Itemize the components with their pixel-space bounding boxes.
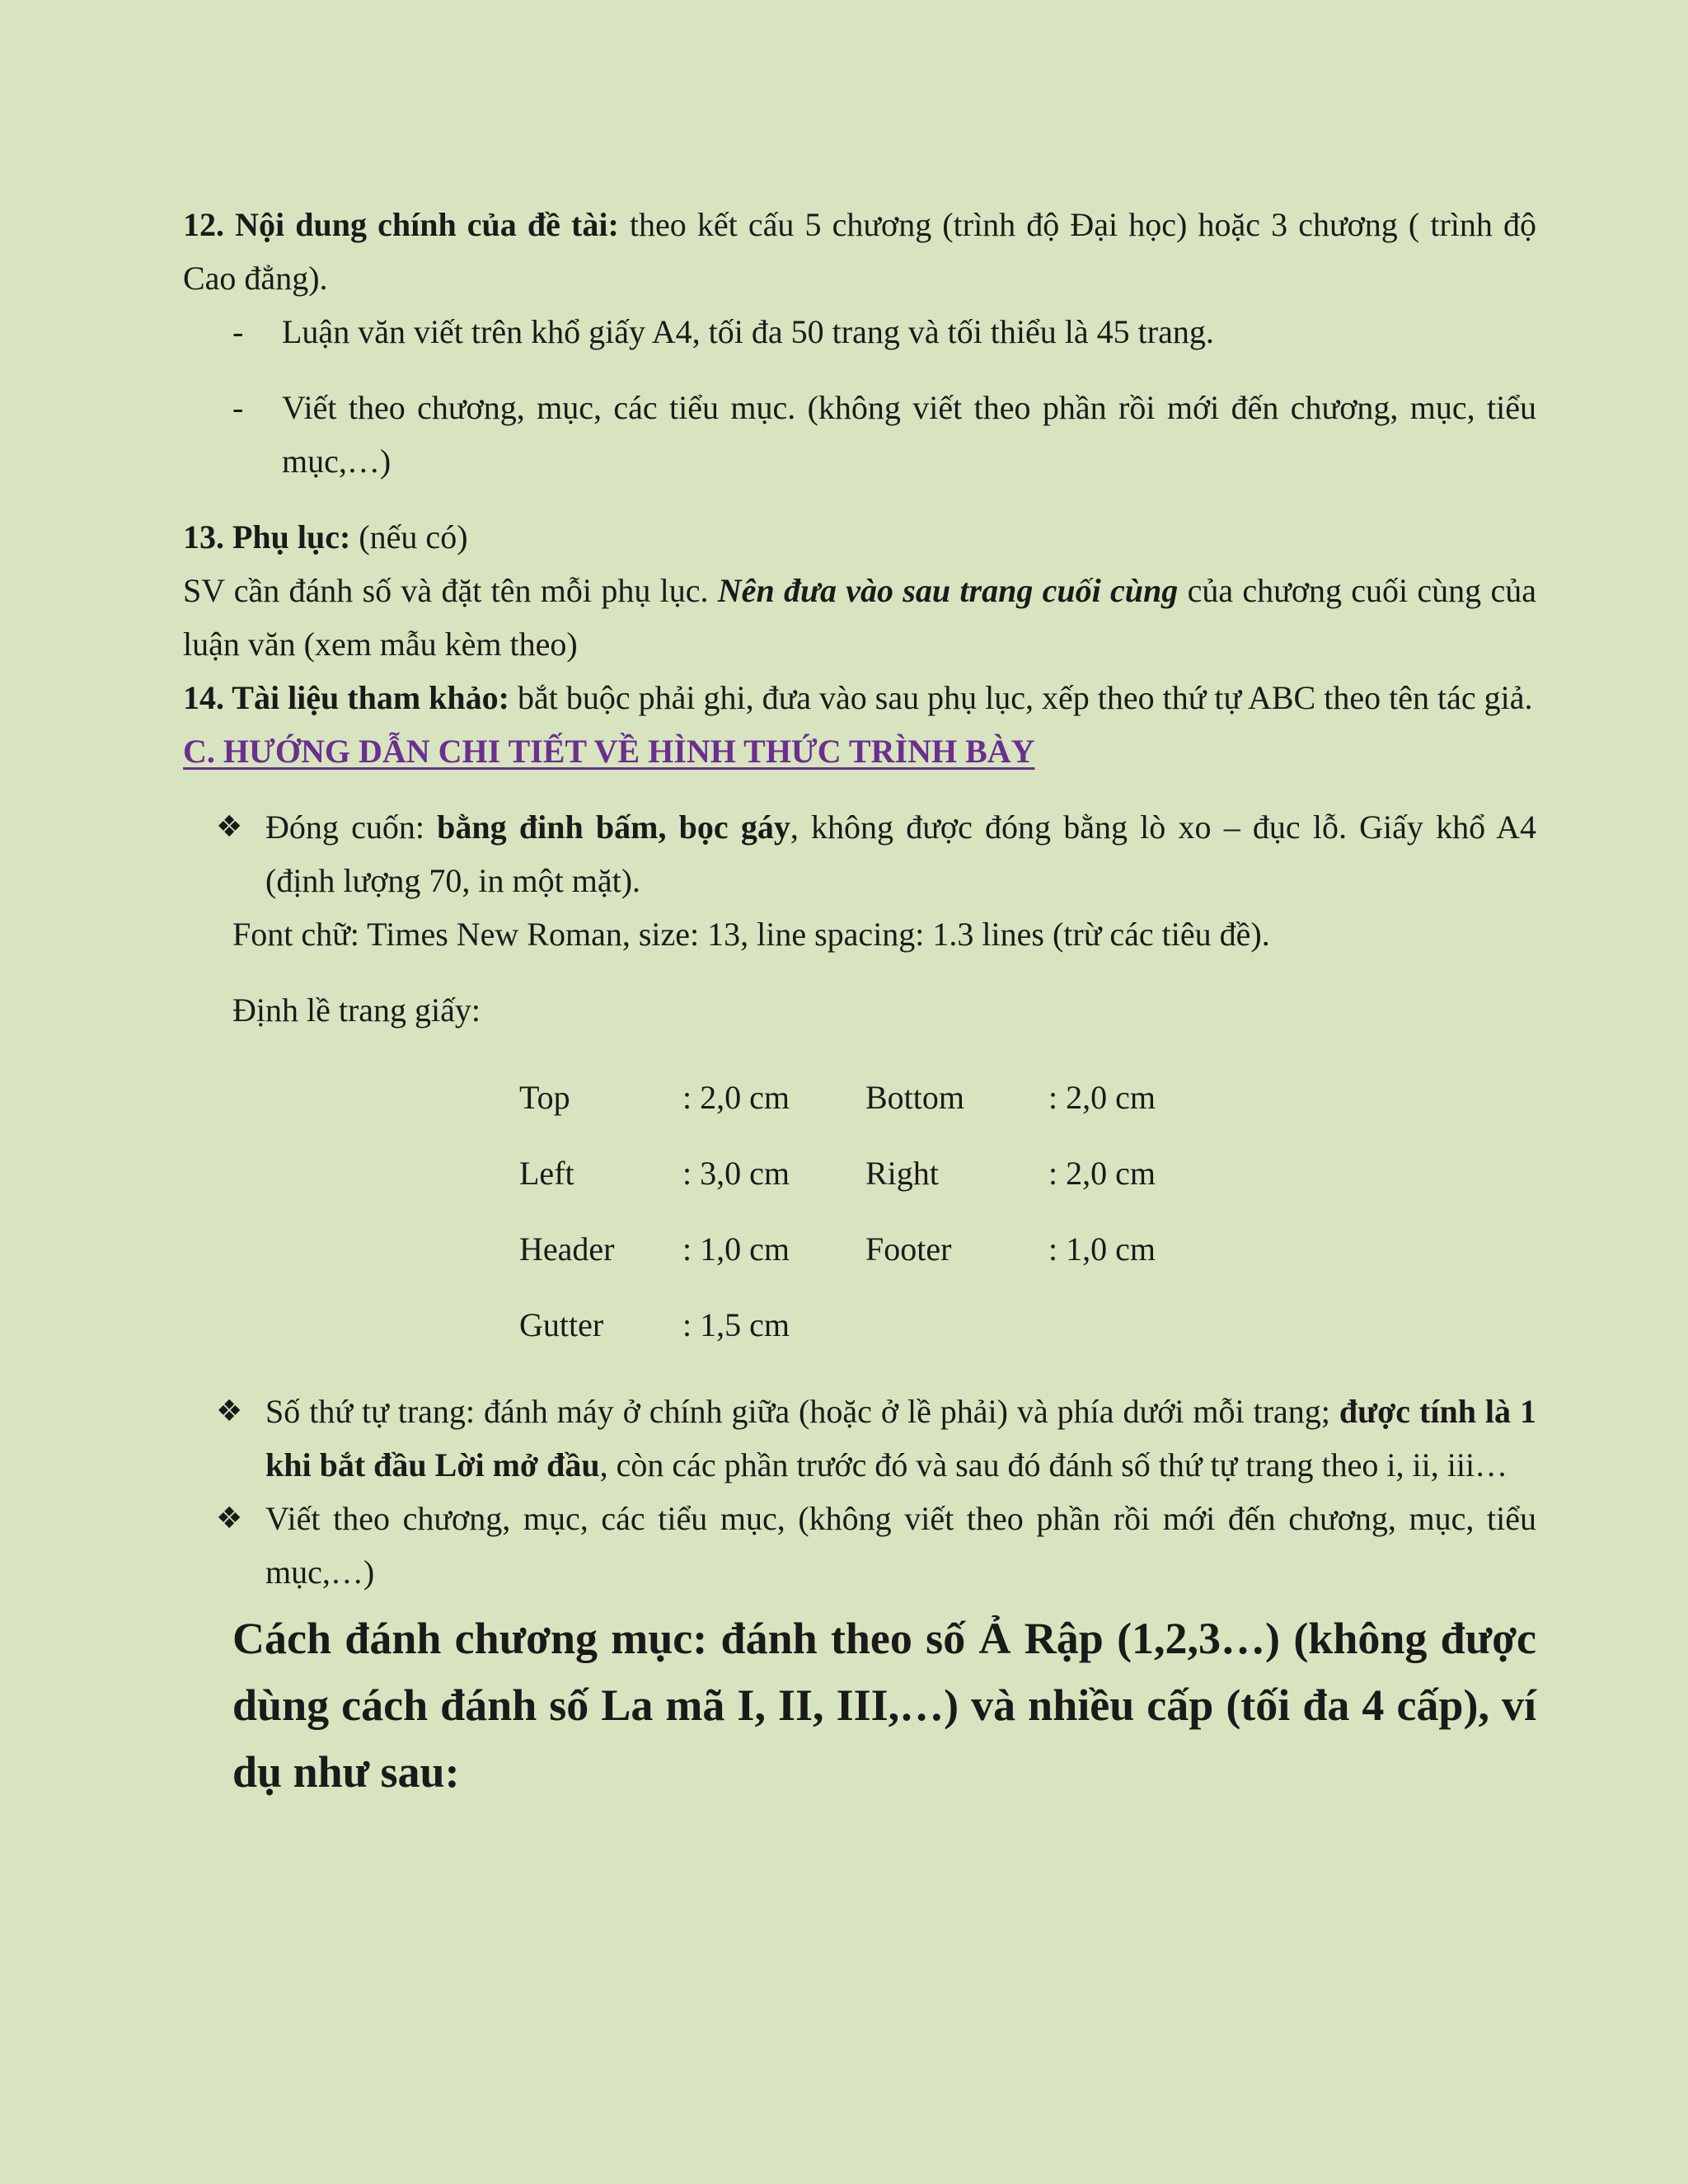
dash-bullet: - <box>232 313 244 350</box>
section-13-text: (nếu có) <box>350 518 468 555</box>
section-13-line: SV cần đánh số và đặt tên mỗi phụ lục. <box>183 572 718 609</box>
list-item <box>183 305 1536 359</box>
table-cell: : 1,0 cm <box>682 1230 790 1268</box>
chapter-item <box>183 1492 1536 1599</box>
table-cell: Top <box>519 1078 570 1116</box>
list-item <box>183 381 1536 488</box>
section-14-label: 14. Tài liệu tham khảo: <box>183 679 509 716</box>
page-number-pre: Số thứ tự trang: đánh máy ở chính giữa (hoặc ở lề phải) và phía dưới mỗi trang; <box>265 1393 1339 1430</box>
table-cell: : 1,0 cm <box>1048 1230 1156 1268</box>
margins-table <box>519 1059 1180 1362</box>
page-number-bold: được tính là 1 khi bắt đầu Lời mở đầu <box>265 1393 1536 1483</box>
table-cell: Header <box>519 1230 615 1268</box>
margin-title: Định lề trang giấy: <box>232 991 481 1029</box>
binding-bold: bằng đinh bấm, bọc gáy <box>437 808 790 846</box>
section-13-body <box>183 564 1536 671</box>
binding-pre: Đóng cuốn: <box>265 808 438 846</box>
table-cell: Bottom <box>865 1078 965 1116</box>
table-cell: : 2,0 cm <box>682 1078 790 1116</box>
font-line: Font chữ: Times New Roman, size: 13, line spacing: 1.3 lines (trừ các tiêu đề). <box>232 916 1270 953</box>
table-cell: Right <box>865 1154 939 1192</box>
table-cell: Left <box>519 1154 574 1192</box>
chapter-text: Viết theo chương, mục, các tiểu mục, (không viết theo phần rồi mới đến chương, mục, tiểu mục,…) <box>265 1500 1536 1591</box>
table-cell: : 1,5 cm <box>682 1305 790 1343</box>
page-number-item <box>183 1385 1536 1492</box>
section-c-heading: C. HƯỚNG DẪN CHI TIẾT VỀ HÌNH THỨC TRÌNH BÀY <box>183 733 1035 770</box>
table-cell: : 2,0 cm <box>1048 1154 1156 1192</box>
section-12-label: 12. Nội dung chính của đề tài: <box>183 206 619 243</box>
section-13-emphasis: Nên đưa vào sau trang cuối cùng <box>717 572 1179 609</box>
list-item-text: Luận văn viết trên khổ giấy A4, tối đa 50 trang và tối thiểu là 45 trang. <box>282 313 1214 350</box>
binding-post: , không được đóng bằng lò xo – đục lỗ. Giấy khổ A4 (định lượng 70, in một mặt). <box>265 808 1536 899</box>
binding-item <box>183 800 1536 907</box>
table-cell: : 2,0 cm <box>1048 1078 1156 1116</box>
dash-bullet: - <box>232 389 244 426</box>
section-12-text: theo kết cấu 5 chương (trình độ Đại học) hoặc 3 chương ( trình độ Cao đẳng). <box>183 206 1536 297</box>
table-row <box>519 1135 1180 1211</box>
table-cell <box>1048 1286 1180 1362</box>
table-row <box>519 1211 1180 1286</box>
table-cell: : 3,0 cm <box>682 1154 790 1192</box>
page-number-post: , còn các phần trước đó và sau đó đánh số thứ tự trang theo i, ii, iii… <box>599 1446 1508 1483</box>
diamond-bullet-icon: ❖ <box>216 810 243 844</box>
section-13 <box>183 510 1536 564</box>
section-14-text: bắt buộc phải ghi, đưa vào sau phụ lục, xếp theo thứ tự ABC theo tên tác giả. <box>509 679 1533 716</box>
numbering-paragraph: Cách đánh chương mục: đánh theo số Ả Rập (1,2,3…) (không được dùng cách đánh số La mã I, II, III,…) và nhiều cấp (tối đa 4 cấp), ví dụ như sau: <box>232 1614 1536 1797</box>
section-12 <box>183 198 1536 305</box>
section-13-label: 13. Phụ lục: <box>183 518 351 555</box>
section-13-line-rest: của chương cuối cùng của luận văn (xem mẫu kèm theo) <box>183 572 1536 663</box>
table-row <box>519 1286 1180 1362</box>
table-cell <box>865 1286 1048 1362</box>
document-body <box>183 198 1536 1806</box>
diamond-bullet-icon: ❖ <box>216 1394 243 1428</box>
section-14 <box>183 671 1536 724</box>
table-cell: Gutter <box>519 1305 604 1343</box>
table-row <box>519 1059 1180 1135</box>
diamond-bullet-icon: ❖ <box>216 1502 243 1535</box>
list-item-text: Viết theo chương, mục, các tiểu mục. (không viết theo phần rồi mới đến chương, mục, tiểu mục,…) <box>282 389 1536 480</box>
table-cell: Footer <box>865 1230 952 1268</box>
